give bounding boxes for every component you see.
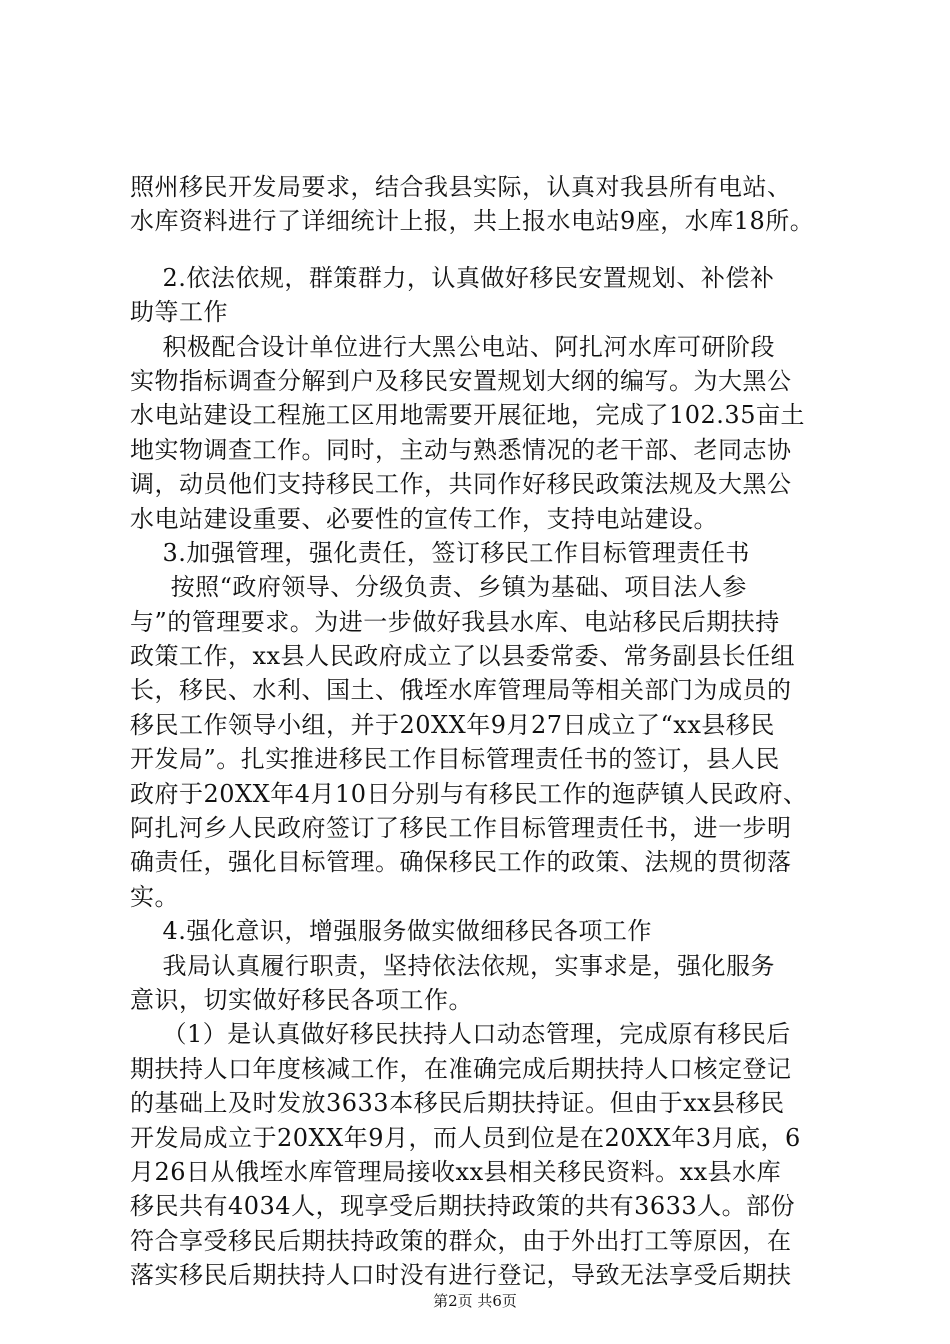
text-line: 期扶持人口年度核减工作，在准确完成后期扶持人口核定登记 (130, 1054, 792, 1083)
text-line: 照州移民开发局要求，结合我县实际，认真对我县所有电站、 (130, 173, 792, 201)
text-line: 助等工作 (130, 298, 228, 327)
text-line: 阿扎河乡人民政府签订了移民工作目标管理责任书，进一步明 (130, 814, 792, 843)
text-line: 水电站建设重要、必要性的宣传工作，支持电站建设。 (130, 504, 718, 533)
text-line: 按照“政府领导、分级负责、乡镇为基础、项目法人参 (130, 573, 747, 602)
text-line: 4.强化意识，增强服务做实做细移民各项工作 (130, 917, 652, 946)
text-line: 与”的管理要求。为进一步做好我县水库、电站移民后期扶持 (130, 607, 780, 636)
text-line: 积极配合设计单位进行大黑公电站、阿扎河水库可研阶段 (130, 332, 776, 361)
page-footer: 第2页 共6页 (433, 1292, 517, 1310)
text-line: 政策工作，xx县人民政府成立了以县委常委、常务副县长任组 (130, 642, 796, 671)
text-line: 开发局”。扎实推进移民工作目标管理责任书的签订，县人民 (130, 745, 780, 774)
text-line: 水电站建设工程施工区用地需要开展征地，完成了102.35亩土 (130, 401, 805, 430)
text-line: 政府于20XX年4月10日分别与有移民工作的迤萨镇人民政府、 (130, 779, 808, 808)
text-line: 移民共有4034人，现享受后期扶持政策的共有3633人。部份 (130, 1192, 796, 1221)
document-body (130, 170, 830, 1293)
text-line: 长，移民、水利、国土、俄垤水库管理局等相关部门为成员的 (130, 676, 792, 705)
text-line: 2.依法依规，群策群力，认真做好移民安置规划、补偿补 (130, 263, 775, 292)
text-line: 移民工作领导小组，并于20XX年9月27日成立了“xx县移民 (130, 710, 775, 739)
text-line: 意识，切实做好移民各项工作。 (130, 985, 473, 1014)
text-line: 月26日从俄垤水库管理局接收xx县相关移民资料。xx县水库 (130, 1157, 782, 1186)
paragraph-gap (130, 239, 830, 261)
text-line: 的基础上及时发放3633本移民后期扶持证。但由于xx县移民 (130, 1089, 785, 1118)
text-line: 确责任，强化目标管理。确保移民工作的政策、法规的贯彻落 (130, 848, 792, 877)
text-line: 我局认真履行职责，坚持依法依规，实事求是，强化服务 (130, 951, 776, 980)
text-line: 落实移民后期扶持人口时没有进行登记，导致无法享受后期扶 (130, 1261, 792, 1290)
text-line: 符合享受移民后期扶持政策的群众，由于外出打工等原因，在 (130, 1226, 792, 1255)
text-line: 调，动员他们支持移民工作，共同作好移民政策法规及大黑公 (130, 470, 792, 499)
text-line: 实物指标调查分解到户及移民安置规划大纲的编写。为大黑公 (130, 366, 792, 395)
text-line: 水库资料进行了详细统计上报，共上报水电站9座，水库18所。 (130, 207, 815, 236)
text-line: 开发局成立于20XX年9月，而人员到位是在20XX年3月底，6 (130, 1123, 801, 1152)
text-line: 3.加强管理，强化责任，签订移民工作目标管理责任书 (130, 538, 750, 567)
text-line: 实。 (130, 882, 179, 911)
text-line: 地实物调查工作。同时，主动与熟悉情况的老干部、老同志协 (130, 435, 792, 464)
text-line: （1）是认真做好移民扶持人口动态管理，完成原有移民后 (130, 1020, 791, 1049)
